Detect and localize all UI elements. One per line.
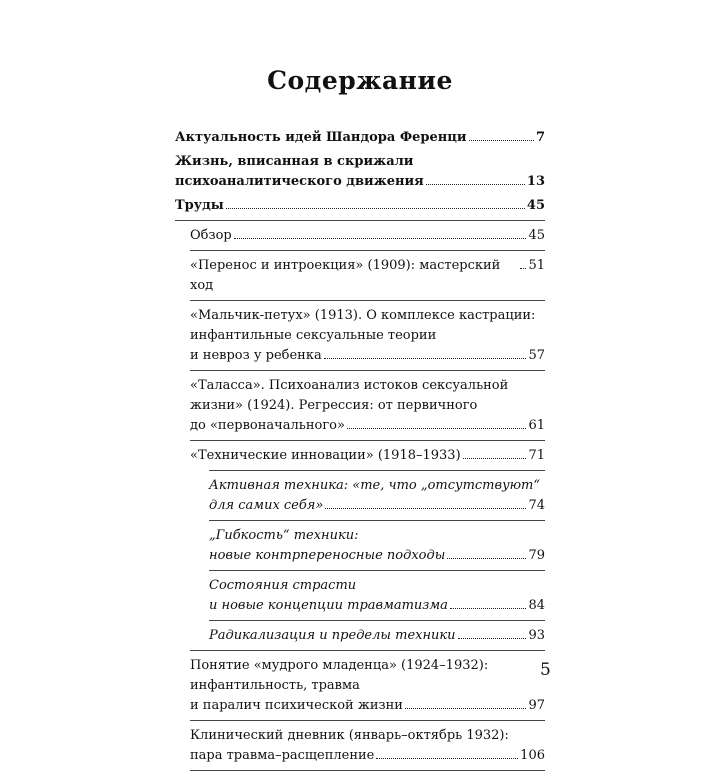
toc-entry-title: Труды: [175, 198, 224, 213]
dot-leader: [325, 508, 526, 509]
toc-entry-line: Клинический дневник (январь–октябрь 1932):: [190, 728, 509, 743]
dot-leader: [347, 428, 527, 429]
toc-entry-line: жизни» (1924). Регрессия: от первичного: [190, 398, 478, 413]
toc-page-number: 71: [528, 448, 545, 463]
dot-leader: [405, 708, 527, 709]
dot-leader: [226, 208, 525, 209]
dot-leader: [426, 184, 525, 185]
toc-entry: [175, 128, 545, 148]
divider: [190, 650, 545, 651]
toc-page-number: 79: [528, 548, 545, 563]
toc-entry-line: инфантильные сексуальные теории: [190, 328, 437, 343]
toc-entry-line: «Мальчик-петух» (1913). О комплексе кастрации:: [190, 308, 536, 323]
dot-leader: [463, 458, 527, 459]
divider: [190, 770, 545, 771]
dot-leader: [447, 558, 526, 559]
toc-entry: [190, 226, 545, 246]
toc-entry-title: и паралич психической жизни: [190, 698, 403, 713]
toc-entry-title: «Технические инновации» (1918–1933): [190, 448, 461, 463]
toc-entry-title: до «первоначального»: [190, 418, 345, 433]
page-title: Содержание: [267, 66, 453, 95]
toc-entry-title: и новые концепции травматизма: [209, 598, 448, 613]
toc-entry-title: Актуальность идей Шандора Ференци: [175, 130, 467, 145]
toc-entry: [209, 476, 545, 516]
toc-entry-title: для самих себя»: [209, 498, 324, 513]
dot-leader: [469, 140, 534, 141]
divider: [209, 620, 545, 621]
toc-entry-line: инфантильность, травма: [190, 678, 360, 693]
toc-entry: [190, 446, 545, 466]
toc-entry: [175, 196, 545, 216]
toc-page-number: 106: [520, 748, 545, 763]
toc-page-number: 97: [528, 698, 545, 713]
divider: [190, 370, 545, 371]
toc-entry: [209, 576, 545, 616]
toc-entry-title: Радикализация и пределы техники: [209, 628, 456, 643]
toc-entry-title: пара травма–расщепление: [190, 748, 375, 763]
toc-entry-line: «Таласса». Психоанализ истоков сексуальной: [190, 378, 509, 393]
dot-leader: [376, 758, 518, 759]
toc-entry: [209, 626, 545, 646]
divider: [209, 570, 545, 571]
toc-entry-line: Жизнь, вписанная в скрижали: [175, 154, 414, 169]
toc-entry-title: новые контрпереносные подходы: [209, 548, 446, 563]
dot-leader: [324, 358, 527, 359]
toc-entry-line: Активная техника: «те, что „отсутствуют“: [209, 478, 541, 493]
toc-page-number: 7: [535, 130, 545, 145]
toc-entry-line: Состояния страсти: [209, 578, 357, 593]
table-of-contents: [175, 128, 545, 776]
dot-leader: [450, 608, 527, 609]
dot-leader: [234, 238, 527, 239]
toc-entry: [190, 376, 545, 436]
toc-page-number: 84: [528, 598, 545, 613]
toc-page-number: 74: [528, 498, 545, 513]
toc-page-number: 61: [528, 418, 545, 433]
toc-entry-title: «Перенос и интроекция» (1909): мастерский ход: [190, 258, 501, 293]
divider: [190, 440, 545, 441]
dot-leader: [458, 638, 527, 639]
toc-page-number: 45: [526, 198, 545, 213]
toc-page-number: 57: [528, 348, 545, 363]
dot-leader: [520, 268, 526, 269]
divider: [190, 250, 545, 251]
toc-entry-line: Понятие «мудрого младенца» (1924–1932):: [190, 658, 489, 673]
toc-entry: [190, 656, 545, 716]
toc-page-number: 45: [528, 228, 545, 243]
divider: [175, 220, 545, 221]
toc-page-number: 93: [528, 628, 545, 643]
divider: [209, 520, 545, 521]
divider: [190, 300, 545, 301]
toc-entry: [209, 526, 545, 566]
toc-entry: [190, 256, 545, 296]
divider: [190, 720, 545, 721]
toc-entry: [175, 152, 545, 192]
toc-page-number: 13: [526, 174, 545, 189]
toc-entry-title: психоаналитического движения: [175, 174, 424, 189]
toc-page-number: 51: [528, 258, 545, 273]
toc-entry-title: Обзор: [190, 228, 232, 243]
page-number: 5: [540, 660, 551, 680]
divider: [209, 470, 545, 471]
toc-entry: [190, 306, 545, 366]
toc-entry-line: „Гибкость“ техники:: [209, 528, 359, 543]
toc-entry: [190, 726, 545, 766]
toc-entry-title: и невроз у ребенка: [190, 348, 322, 363]
